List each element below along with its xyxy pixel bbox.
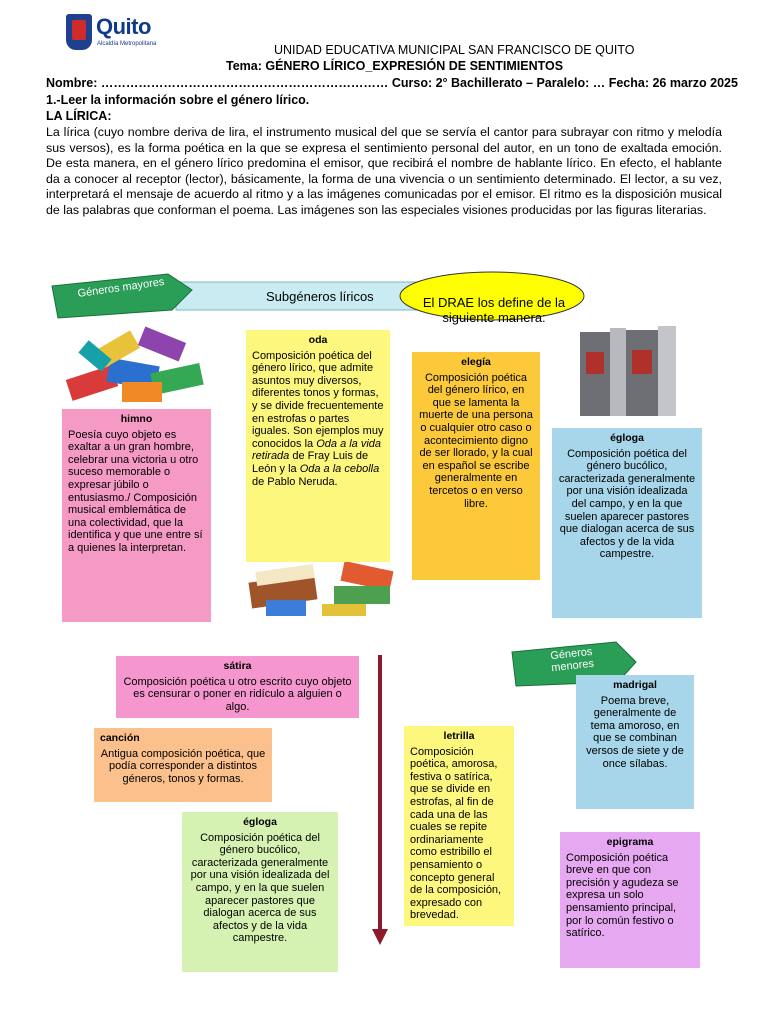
oda-example-2: Oda a la cebolla <box>299 462 380 475</box>
himno-title: himno <box>120 413 153 425</box>
oda-example-1: Oda a la vida retirada <box>252 437 382 463</box>
egloga-title-1: égloga <box>610 432 644 444</box>
himno-text: Poesía cuyo objeto es exaltar a un gran hombre, celebrar una victoria u otro suceso memorable o expresar júbilo o entusiasmo./ Composición musical emblemática de una colectividad, que la identifica y que une entre sí a quienes la interpretan. <box>68 428 203 554</box>
menores-label: Géneros menores <box>549 645 595 675</box>
shield-icon <box>66 14 92 50</box>
letrilla-text: Composición poética, amorosa, festiva o satírica, que se divide en estrofas, al fin de cada una de las cuales se repite ordinariamente como estribillo el pensamiento o concepto general de la composición, expresado con brevedad. <box>410 745 502 922</box>
egloga-title-2: égloga <box>243 816 277 828</box>
student-info-line: Nombre: …………………………………………………………… Curso: 2° Bachillerato – Paralelo: … Fecha: 26 marzo 2025 <box>46 76 738 90</box>
instruction: 1.-Leer la información sobre el género lírico. <box>46 93 310 107</box>
egloga-box-1 <box>552 428 702 618</box>
epigrama-text: Composición poética breve en que con precisión y agudeza se expresa un solo pensamiento principal, por lo común festivo o satírico. <box>566 851 679 940</box>
quito-logo <box>66 14 166 52</box>
oda-text-c: de Pablo Neruda. <box>252 475 338 488</box>
satira-text: Composición poética u otro escrito cuyo objeto es censurar o poner en ridículo a alguien o algo. <box>123 675 352 713</box>
egloga-box-2 <box>182 812 338 972</box>
epigrama-box <box>560 832 700 968</box>
madrigal-box <box>576 675 694 809</box>
madrigal-text: Poema breve, generalmente de tema amoroso, en que se combinan versos de siete y de once sílabas. <box>586 694 684 770</box>
oda-box <box>246 330 390 562</box>
logo-word: Quito <box>96 14 151 39</box>
elegia-box <box>412 352 540 580</box>
subgeneros-label: Subgéneros líricos <box>266 289 374 304</box>
oda-text-b: de Fray Luis de León y la <box>252 450 369 475</box>
cancion-text: Antigua composición poética, que podía corresponder a distintos géneros, tonos y formas. <box>100 747 266 785</box>
mayores-label: Géneros mayores <box>76 275 166 301</box>
oda-text-a: Composición poética del género lírico, que admite asuntos muy diversos, diferentes tonos y formas, y se divide frecuentemente en estrofas o partes iguales. Son ejemplos muy conocidos la <box>252 349 384 450</box>
school-name: UNIDAD EDUCATIVA MUNICIPAL SAN FRANCISCO DE QUITO <box>274 43 635 57</box>
section-title: LA LÍRICA: <box>46 109 112 123</box>
logo-subtitle: Alcaldía Metropolitana <box>97 41 157 47</box>
himno-box <box>62 409 211 622</box>
epigrama-title: epigrama <box>606 836 654 848</box>
madrigal-title: madrigal <box>613 679 657 691</box>
dictionary-books-illustration <box>574 322 708 422</box>
satira-box <box>116 656 359 718</box>
letrilla-title: letrilla <box>443 730 475 742</box>
letrilla-box <box>404 726 514 926</box>
egloga-text-1: Composición poética del género bucólico, caracterizada generalmente por una visión idealizada del campo, y en la que suelen aparecer pastores que dialogan acerca de sus afectos y de la vida campestre. <box>558 447 696 561</box>
cancion-box <box>94 728 272 802</box>
mayores-arrow <box>52 274 192 318</box>
elegia-title: elegía <box>461 356 491 368</box>
down-arrow <box>370 655 390 947</box>
elegia-text: Composición poética del género lírico, en que se lamenta la muerte de una persona o cualquier otro caso o acontecimiento digno de ser llorado, y la cual en español se escribe generalmente en tercetos o en verso libre. <box>419 371 533 510</box>
oda-title: oda <box>308 334 328 346</box>
lirica-paragraph: La lírica (cuyo nombre deriva de lira, el instrumento musical del que se servía el cantor para subrayar con ritmo y melodía sus versos), es la forma poética en la que se expresa el sentimiento personal del autor, en un tono de exaltada emoción. De esta manera, en el género lírico predomina el emisor, que recibirá el nombre de hablante lírico. En efecto, el hablante da a conocer al receptor (lector), básicamente, la forma de una vivencia o un sentimiento determinado. El lector, a su vez, interpretará el mensaje de acuerdo al ritmo y a las imágenes comunicadas por el emisor. El ritmo es la disposición musical de las palabras que conforman el poema. Las imágenes son las especiales visiones producidas por las figuras literarias. <box>46 125 722 217</box>
tema-title: Tema: GÉNERO LÍRICO_EXPRESIÓN DE SENTIMIENTOS <box>226 59 564 73</box>
books-pile-illustration <box>64 322 214 408</box>
open-books-illustration <box>242 556 408 626</box>
egloga-text-2: Composición poética del género bucólico, caracterizada generalmente por una visión idealizada del campo, y en la que suelen aparecer pastores que dialogan acerca de sus afectos y de la vida campestre. <box>190 831 330 945</box>
cancion-title: canción <box>100 732 140 744</box>
satira-title: sátira <box>223 660 252 672</box>
drae-label: El DRAE los define de la siguiente manera: <box>422 295 566 325</box>
